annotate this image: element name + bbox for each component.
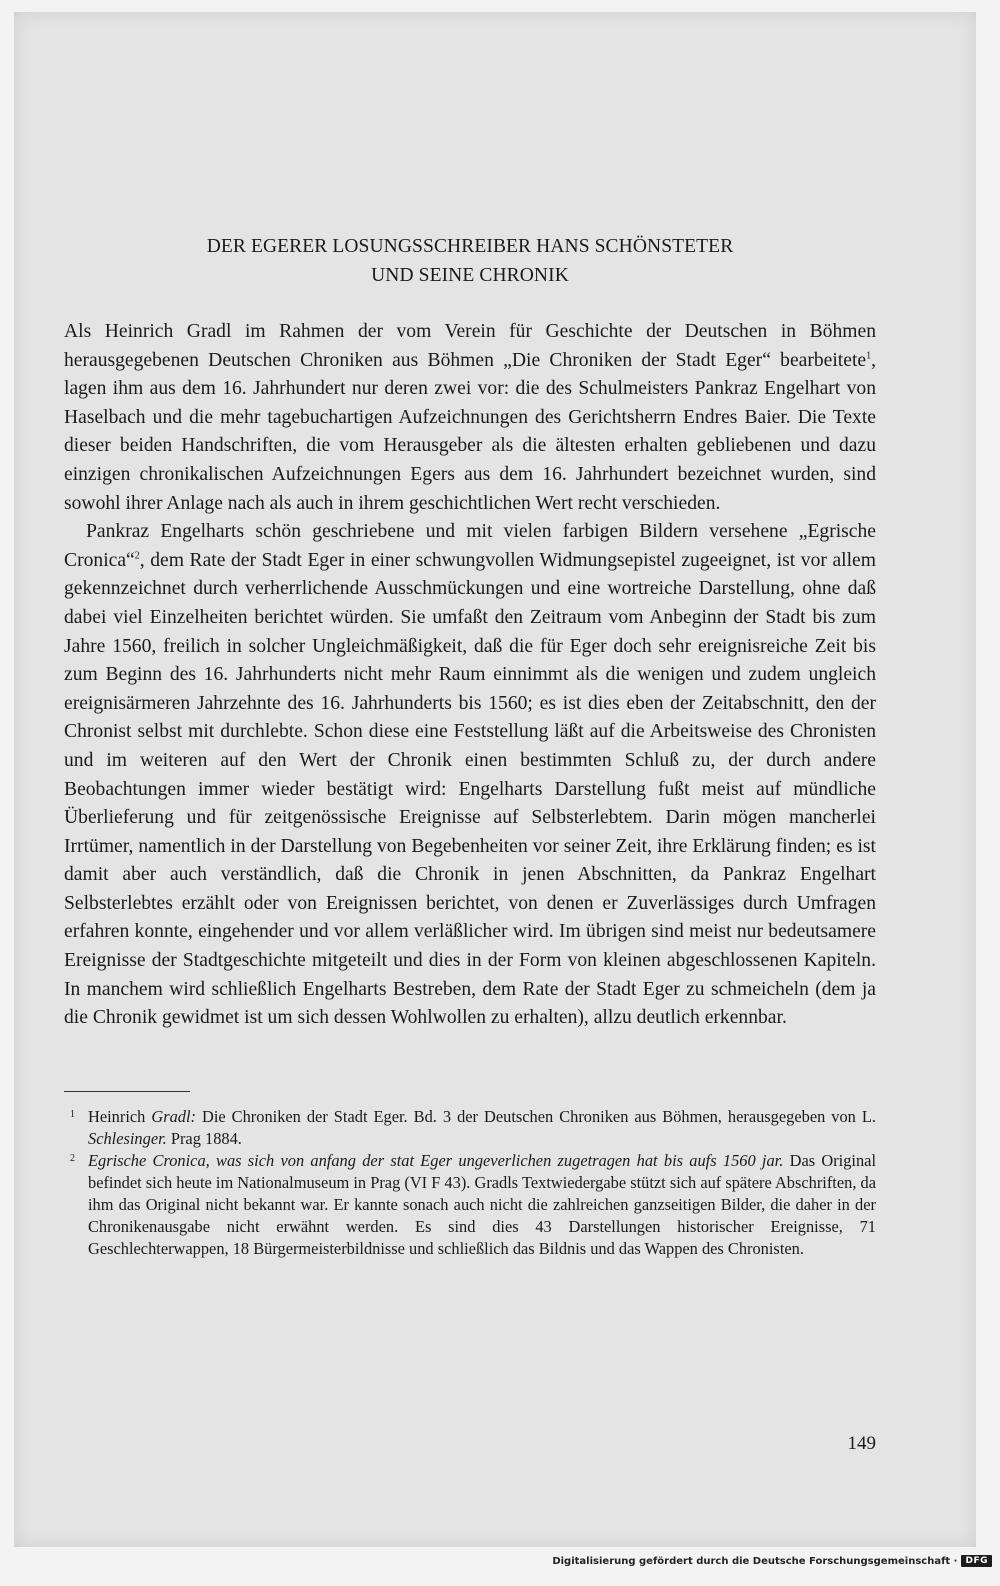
footnotes [64, 1106, 876, 1260]
paragraph-1 [64, 318, 876, 518]
footnote-1-text-a: Heinrich [88, 1106, 152, 1126]
footnote-2-mark: 2 [70, 1152, 75, 1164]
footnote-2-text: Das Original befindet sich heute im Nationalmuseum in Prag (VI F 43). Gradls Textwiedergabe stützt sich auf spätere Abschriften, da ihm das Original nicht bekannt war. Er kannte sonach auch nicht die zahlreichen ganzseitigen Bilder, die daher in der Chronikenausgabe nicht erwähnt werden. Es sind dies 43 Darstellungen historischer Ereignisse, 71 Geschlechterwappen, 18 Bürgermeisterbildnisse und schließlich das Bildnis und das Wappen des Chronisten. [88, 1150, 877, 1258]
chapter-title-line-1: DER EGERER LOSUNGSSCHREIBER HANS SCHÖNSTETER [206, 236, 734, 257]
footnote-1 [64, 1106, 876, 1150]
chapter-title-line-2: UND SEINE CHRONIK [371, 265, 569, 286]
footnote-1-text-c: Prag 1884. [166, 1128, 242, 1148]
dfg-logo-icon: DFG [961, 1555, 992, 1567]
body-text [64, 318, 876, 1033]
footnote-1-editor: Schlesinger. [88, 1128, 167, 1148]
footnote-2-title: Egrische Cronica, was sich von anfang der stat Eger ungeverlichen zugetragen hat bis aufs 1560 jar. [88, 1150, 784, 1170]
credit-text: Digitalisierung gefördert durch die Deutsche Forschungsgemeinschaft · [552, 1555, 958, 1567]
paragraph-2-text-a: Pankraz Engelharts schön geschriebene und mit vielen farbigen Bildern versehene „Egrische Cronica“ [64, 521, 876, 571]
footnote-1-text-b: Die Chroniken der Stadt Eger. Bd. 3 der Deutschen Chroniken aus Böhmen, herausgegeben von L. [195, 1106, 876, 1126]
footnote-ref-2: 2 [134, 550, 140, 562]
paragraph-2 [64, 518, 876, 1033]
digitization-credit [552, 1555, 992, 1567]
paragraph-1-text-b: , lagen ihm aus dem 16. Jahrhundert nur deren zwei vor: die des Schulmeisters Pankraz Engelhart von Haselbach und die mehr tagebuchartigen Aufzeichnungen des Gerichtsherrn Endres Baier. Die Texte dieser beiden Handschriften, die vom Herausgeber als die ältesten erhalten gebliebenen und dazu einzigen chronikalischen Aufzeichnungen Egers aus dem 16. Jahrhundert bezeichnet wurden, sind sowohl ihrer Anlage nach als auch in ihrem geschichtlichen Wert recht verschieden. [64, 349, 876, 514]
page-number: 149 [847, 1433, 876, 1454]
chapter-title [64, 232, 876, 290]
footnote-ref-1: 1 [866, 350, 872, 362]
footnote-1-mark: 1 [70, 1108, 75, 1120]
page-content [64, 232, 876, 1260]
footnote-2 [64, 1150, 876, 1260]
footnote-1-author: Gradl: [151, 1106, 196, 1126]
footnote-divider [64, 1091, 190, 1092]
paragraph-2-text-b: , dem Rate der Stadt Eger in einer schwungvollen Widmungsepistel zugeeignet, ist vor allem gekennzeichnet durch verherrlichende Ausschmückungen und eine wortreiche Darstellung, ohne daß dabei viel Einzelheiten berichtet würden. Sie umfaßt den Zeitraum vom Anbeginn der Stadt bis zum Jahre 1560, freilich in solcher Ungleichmäßigkeit, daß die für Eger doch sehr ereignisreiche Zeit bis zum Beginn des 16. Jahrhunderts nicht mehr Raum einnimmt als die wenigen und zudem ungleich ereignisärmeren Jahrzehnte des 16. Jahrhunderts bis 1560; es ist dies eben der Zeitabschnitt, den der Chronist selbst mit durchlebte. Schon diese eine Feststellung läßt auf die Arbeitsweise des Chronisten und im weiteren auf den Wert der Chronik einen bestimmten Schluß zu, der durch andere Beobachtungen immer wieder bestätigt wird: Engelharts Darstellung fußt meist auf mündliche Überlieferung und für zeitgenössische Ereignisse auf Selbsterlebtem. Darin mögen mancherlei Irrtümer, namentlich in der Darstellung von Begebenheiten vor seiner Zeit, ihre Erklärung finden; es ist damit aber auch verständlich, daß die Chronik in jenen Abschnitten, da Pankraz Engelhart Selbsterlebtes erzählt oder von Ereignissen berichtet, von denen er Zuverlässiges durch Umfragen erfahren konnte, eingehender und vor allem verläßlicher wird. Im übrigen sind meist nur bedeutsamere Ereignisse der Stadtgeschichte mitgeteilt und dies in der Form von kleinen abgeschlossenen Kapiteln. In manchem wird schließlich Engelharts Bestreben, dem Rate der Stadt Eger zu schmeicheln (dem ja die Chronik gewidmet ist um sich dessen Wohlwollen zu erhalten), allzu deutlich erkennbar. [64, 549, 876, 1029]
paragraph-1-text-a: Als Heinrich Gradl im Rahmen der vom Verein für Geschichte der Deutschen in Böhmen herausgegebenen Deutschen Chroniken aus Böhmen „Die Chroniken der Stadt Eger“ bearbeitete [64, 321, 876, 371]
